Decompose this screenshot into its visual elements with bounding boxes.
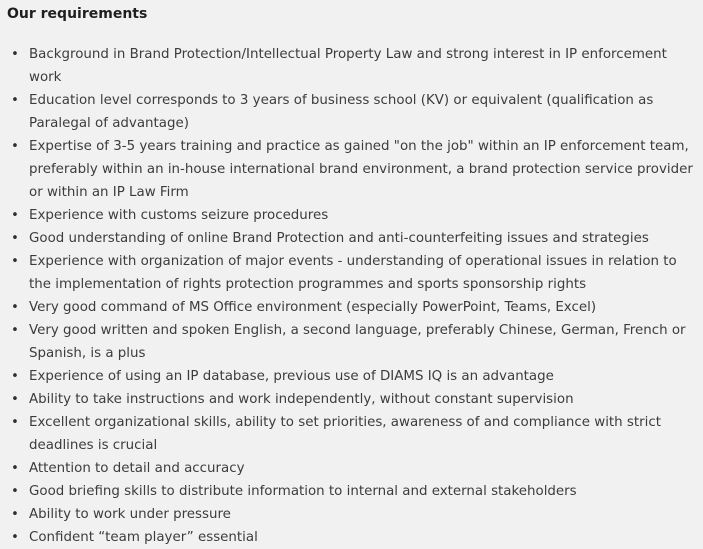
bullet-icon: • bbox=[11, 93, 19, 108]
requirement-item bbox=[7, 89, 699, 135]
requirement-text: Good understanding of online Brand Protection and anti-counterfeiting issues and strategies bbox=[29, 231, 649, 246]
bullet-icon: • bbox=[11, 484, 19, 499]
requirement-item bbox=[7, 43, 699, 89]
requirement-item bbox=[7, 526, 699, 549]
requirement-text: Ability to work under pressure bbox=[29, 507, 231, 522]
requirement-item bbox=[7, 411, 699, 457]
bullet-icon: • bbox=[11, 300, 19, 315]
section-heading: Our requirements bbox=[7, 6, 148, 22]
bullet-icon: • bbox=[11, 461, 19, 476]
requirement-text: Attention to detail and accuracy bbox=[29, 461, 245, 476]
requirement-text: Education level corresponds to 3 years of business school (KV) or equivalent (qualification as Paralegal of advantage) bbox=[29, 93, 654, 131]
requirement-text: Experience with organization of major events - understanding of operational issues in relation to the implementation of rights protection programmes and sports sponsorship rights bbox=[29, 254, 677, 292]
requirement-text: Good briefing skills to distribute information to internal and external stakeholders bbox=[29, 484, 577, 499]
requirement-text: Experience of using an IP database, previous use of DIAMS IQ is an advantage bbox=[29, 369, 554, 384]
requirement-text: Very good written and spoken English, a second language, preferably Chinese, German, French or Spanish, is a plus bbox=[29, 323, 686, 361]
bullet-icon: • bbox=[11, 47, 19, 62]
requirements-list bbox=[7, 43, 703, 549]
requirement-text: Confident “team player” essential bbox=[29, 530, 258, 545]
bullet-icon: • bbox=[11, 139, 19, 154]
bullet-icon: • bbox=[11, 208, 19, 223]
requirement-text: Experience with customs seizure procedures bbox=[29, 208, 329, 223]
bullet-icon: • bbox=[11, 415, 19, 430]
requirement-item bbox=[7, 250, 699, 296]
requirement-item bbox=[7, 365, 699, 388]
bullet-icon: • bbox=[11, 254, 19, 269]
requirement-item bbox=[7, 503, 699, 526]
requirement-item bbox=[7, 480, 699, 503]
requirement-item bbox=[7, 457, 699, 480]
requirement-item bbox=[7, 227, 699, 250]
requirement-text: Background in Brand Protection/Intellectual Property Law and strong interest in IP enforcement work bbox=[29, 47, 667, 85]
requirement-item bbox=[7, 204, 699, 227]
bullet-icon: • bbox=[11, 530, 19, 545]
bullet-icon: • bbox=[11, 323, 19, 338]
requirement-item bbox=[7, 135, 699, 204]
bullet-icon: • bbox=[11, 392, 19, 407]
requirement-text: Very good command of MS Office environment (especially PowerPoint, Teams, Excel) bbox=[29, 300, 597, 315]
requirement-item bbox=[7, 296, 699, 319]
bullet-icon: • bbox=[11, 369, 19, 384]
requirement-text: Ability to take instructions and work independently, without constant supervision bbox=[29, 392, 574, 407]
requirement-item bbox=[7, 319, 699, 365]
bullet-icon: • bbox=[11, 231, 19, 246]
bullet-icon: • bbox=[11, 507, 19, 522]
requirement-item bbox=[7, 388, 699, 411]
requirement-text: Excellent organizational skills, ability to set priorities, awareness of and compliance with strict deadlines is crucial bbox=[29, 415, 661, 453]
requirement-text: Expertise of 3-5 years training and practice as gained "on the job" within an IP enforcement team, preferably within an in-house international brand environment, a brand protection service provider or within an IP Law Firm bbox=[29, 139, 693, 200]
